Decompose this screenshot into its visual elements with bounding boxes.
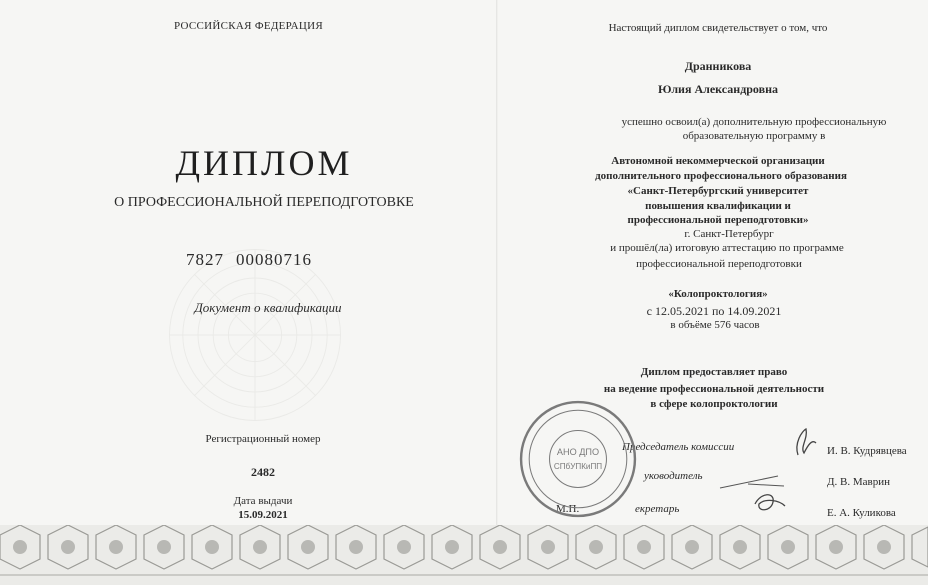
- program-name: «Колопроктология»: [668, 288, 768, 300]
- diploma-subtitle: О ПРОФЕССИОНАЛЬНОЙ ПЕРЕПОДГОТОВКЕ: [114, 195, 414, 210]
- organization-line-3: «Санкт-Петербургский университет: [627, 185, 809, 197]
- attestation-line-1: и прошёл(ла) итоговую аттестацию по программе: [610, 242, 844, 254]
- chair-label: Председатель комиссии: [622, 441, 735, 453]
- mastered-line-2: образовательную программу в: [682, 130, 826, 142]
- study-dates: с 12.05.2021 по 14.09.2021: [646, 304, 782, 318]
- organization-line-2: дополнительного профессионального образования: [595, 170, 847, 182]
- head-label: уководитель: [644, 470, 703, 482]
- head-signature: [718, 470, 788, 492]
- mastered-line-1: успешно освоил(а) дополнительную профессиональную: [621, 116, 887, 128]
- chair-name: И. В. Кудрявцева: [827, 445, 907, 457]
- rights-line-3: в сфере колопроктологии: [650, 398, 778, 410]
- organization-line-5: профессиональной переподготовки»: [627, 214, 809, 226]
- document-type: Документ о квалификации: [194, 300, 342, 315]
- country-name: РОССИЙСКАЯ ФЕДЕРАЦИЯ: [173, 20, 324, 32]
- organization-city: г. Санкт-Петербург: [684, 228, 774, 240]
- diploma-number: 00080716: [236, 250, 312, 269]
- attestation-line-2: профессиональной переподготовки: [636, 258, 802, 270]
- seal-place-label: М.П.: [556, 503, 580, 515]
- organization-line-1: Автономной некоммерческой организации: [611, 155, 825, 167]
- organization-line-4: повышения квалификации и: [645, 200, 791, 212]
- secretary-name: Е. А. Куликова: [827, 507, 896, 519]
- diploma-series: 7827: [186, 250, 224, 269]
- official-seal-stamp: [517, 398, 639, 520]
- study-volume: в объёме 576 часов: [670, 319, 760, 331]
- registration-label: Регистрационный номер: [205, 433, 321, 445]
- rights-line-2: на ведение профессиональной деятельности: [603, 383, 825, 395]
- decorative-border: [0, 525, 928, 585]
- secretary-label: екретарь: [635, 503, 680, 515]
- holder-name: Юлия Александровна: [657, 82, 779, 96]
- svg-text:СПбУПКиПП: СПбУПКиПП: [553, 462, 603, 472]
- intro-text: Настоящий диплом свидетельствует о том, что: [608, 22, 828, 34]
- svg-text:АНО ДПО: АНО ДПО: [556, 446, 600, 457]
- secretary-signature: [751, 490, 787, 516]
- diploma-title: ДИПЛОМ: [175, 143, 353, 183]
- registration-number: 2482: [251, 465, 275, 479]
- head-name: Д. В. Маврин: [827, 476, 890, 488]
- issue-date: 15.09.2021: [238, 509, 288, 521]
- issue-date-label: Дата выдачи: [233, 495, 293, 507]
- holder-surname: Дранникова: [684, 59, 752, 73]
- rights-line-1: Диплом предоставляет право: [640, 366, 788, 378]
- diploma-cover-page: [0, 0, 498, 528]
- chair-signature: [790, 425, 820, 461]
